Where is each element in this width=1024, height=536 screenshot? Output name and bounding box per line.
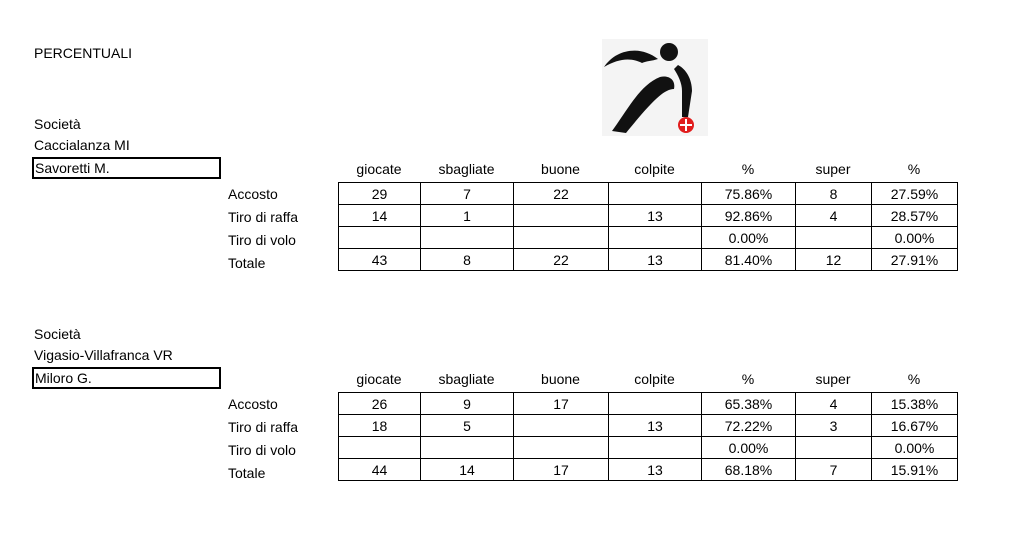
table-row bbox=[339, 459, 958, 481]
column-header: super bbox=[815, 371, 851, 387]
table-cell bbox=[796, 227, 872, 249]
table-cell: 16.67% bbox=[872, 415, 958, 437]
table-cell: 14 bbox=[339, 205, 421, 227]
table-cell bbox=[514, 227, 609, 249]
row-label: Totale bbox=[228, 465, 266, 481]
page-title: PERCENTUALI bbox=[34, 45, 133, 61]
table-cell bbox=[609, 393, 702, 415]
row-label: Tiro di raffa bbox=[228, 209, 299, 225]
table-cell: 8 bbox=[796, 183, 872, 205]
table-cell: 1 bbox=[421, 205, 514, 227]
table-cell: 12 bbox=[796, 249, 872, 271]
table-cell: 44 bbox=[339, 459, 421, 481]
table-cell bbox=[514, 415, 609, 437]
table-cell: 0.00% bbox=[872, 227, 958, 249]
column-header: giocate bbox=[356, 371, 402, 387]
stats-table bbox=[338, 392, 958, 481]
table-cell: 9 bbox=[421, 393, 514, 415]
table-row bbox=[339, 205, 958, 227]
column-header: % bbox=[741, 371, 755, 387]
table-cell bbox=[609, 437, 702, 459]
table-cell bbox=[514, 437, 609, 459]
table-cell: 13 bbox=[609, 459, 702, 481]
table-cell: 43 bbox=[339, 249, 421, 271]
table-cell bbox=[609, 227, 702, 249]
table-cell: 7 bbox=[796, 459, 872, 481]
player-name-box: Savoretti M. bbox=[32, 157, 221, 179]
table-cell: 75.86% bbox=[702, 183, 796, 205]
row-label: Accosto bbox=[228, 396, 278, 412]
table-cell: 68.18% bbox=[702, 459, 796, 481]
column-header: buone bbox=[541, 161, 580, 177]
row-label: Tiro di raffa bbox=[228, 419, 299, 435]
table-cell bbox=[514, 205, 609, 227]
table-cell: 22 bbox=[514, 249, 609, 271]
table-cell: 7 bbox=[421, 183, 514, 205]
table-cell: 13 bbox=[609, 249, 702, 271]
table-cell: 29 bbox=[339, 183, 421, 205]
table-cell: 13 bbox=[609, 205, 702, 227]
table-cell: 65.38% bbox=[702, 393, 796, 415]
player-name-box: Miloro G. bbox=[32, 367, 221, 389]
club-name: Vigasio-Villafranca VR bbox=[34, 347, 173, 363]
row-label: Accosto bbox=[228, 186, 278, 202]
column-header: sbagliate bbox=[438, 371, 495, 387]
column-header: % bbox=[907, 371, 921, 387]
row-label: Totale bbox=[228, 255, 266, 271]
table-cell: 0.00% bbox=[872, 437, 958, 459]
table-cell: 3 bbox=[796, 415, 872, 437]
club-name: Caccialanza MI bbox=[34, 137, 130, 153]
table-row bbox=[339, 393, 958, 415]
bocce-player-logo-icon bbox=[602, 39, 708, 136]
table-cell: 5 bbox=[421, 415, 514, 437]
table-row bbox=[339, 183, 958, 205]
table-cell: 81.40% bbox=[702, 249, 796, 271]
table-cell: 92.86% bbox=[702, 205, 796, 227]
column-header: % bbox=[741, 161, 755, 177]
societa-label: Società bbox=[34, 116, 81, 132]
table-cell: 15.38% bbox=[872, 393, 958, 415]
column-header: sbagliate bbox=[438, 161, 495, 177]
column-header: % bbox=[907, 161, 921, 177]
row-label: Tiro di volo bbox=[228, 442, 296, 458]
table-cell bbox=[796, 437, 872, 459]
table-cell: 72.22% bbox=[702, 415, 796, 437]
table-row bbox=[339, 415, 958, 437]
column-header: colpite bbox=[634, 161, 675, 177]
table-cell: 0.00% bbox=[702, 437, 796, 459]
table-cell: 28.57% bbox=[872, 205, 958, 227]
table-cell: 27.59% bbox=[872, 183, 958, 205]
table-cell: 4 bbox=[796, 393, 872, 415]
column-header: buone bbox=[541, 371, 580, 387]
row-label: Tiro di volo bbox=[228, 232, 296, 248]
table-cell: 14 bbox=[421, 459, 514, 481]
column-header: super bbox=[815, 161, 851, 177]
table-row bbox=[339, 227, 958, 249]
table-cell: 4 bbox=[796, 205, 872, 227]
table-cell bbox=[339, 227, 421, 249]
table-cell: 27.91% bbox=[872, 249, 958, 271]
societa-label: Società bbox=[34, 326, 81, 342]
table-row bbox=[339, 249, 958, 271]
table-cell: 13 bbox=[609, 415, 702, 437]
table-cell: 26 bbox=[339, 393, 421, 415]
column-header: colpite bbox=[634, 371, 675, 387]
table-cell: 0.00% bbox=[702, 227, 796, 249]
table-cell: 17 bbox=[514, 393, 609, 415]
table-cell bbox=[421, 227, 514, 249]
column-header: giocate bbox=[356, 161, 402, 177]
table-cell: 8 bbox=[421, 249, 514, 271]
table-cell: 18 bbox=[339, 415, 421, 437]
table-cell: 22 bbox=[514, 183, 609, 205]
table-row bbox=[339, 437, 958, 459]
table-cell: 17 bbox=[514, 459, 609, 481]
stats-table bbox=[338, 182, 958, 271]
table-cell bbox=[421, 437, 514, 459]
table-cell bbox=[339, 437, 421, 459]
table-cell bbox=[609, 183, 702, 205]
table-cell: 15.91% bbox=[872, 459, 958, 481]
